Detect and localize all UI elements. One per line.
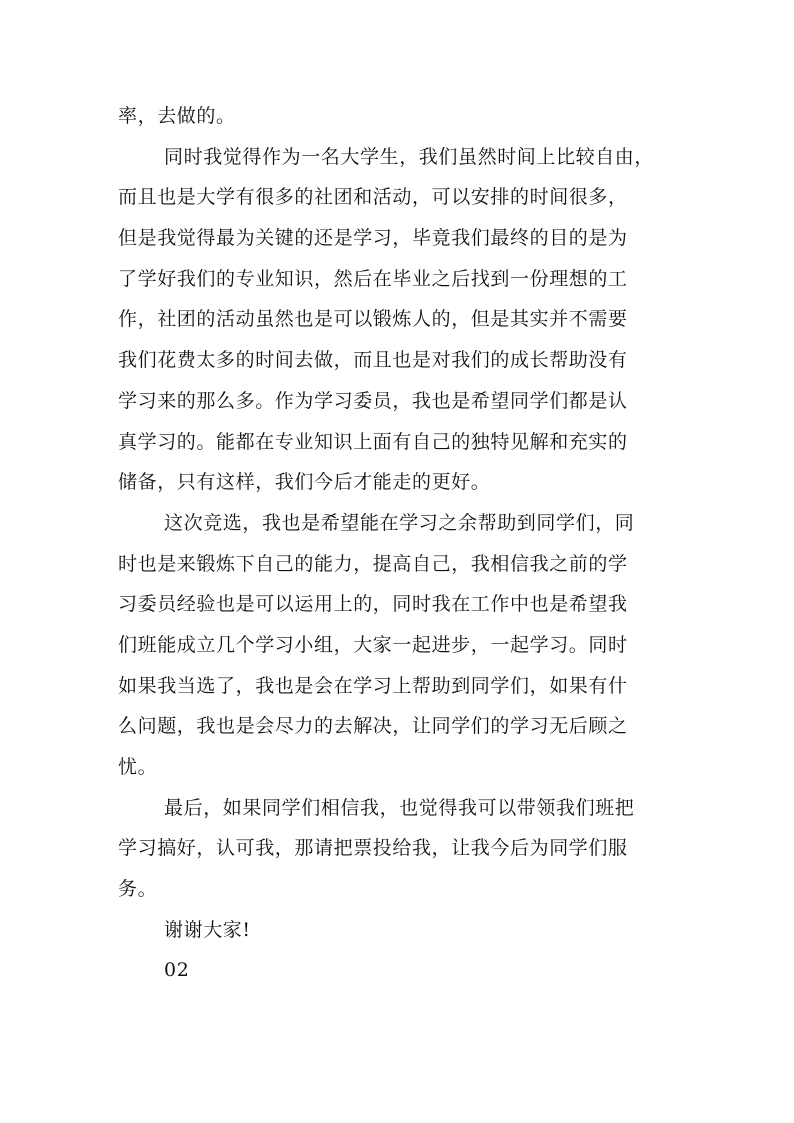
document-body xyxy=(118,96,688,991)
text-line: 学习来的那么多。作为学习委员，我也是希望同学们都是认 xyxy=(118,389,628,412)
closing-line: 谢谢大家! xyxy=(164,918,251,941)
text-line: 忧。 xyxy=(118,756,158,778)
text-line: 了学好我们的专业知识，然后在毕业之后找到一份理想的工 xyxy=(118,267,628,290)
text-line: 如果我当选了，我也是会在学习上帮助到同学们，如果有什 xyxy=(118,674,628,697)
text-line: 而且也是大学有很多的社团和活动，可以安排的时间很多， xyxy=(118,186,628,209)
text-line: 习委员经验也是可以运用上的，同时我在工作中也是希望我 xyxy=(118,593,628,616)
paragraph-start-line: 同时我觉得作为一名大学生，我们虽然时间上比较自由， xyxy=(164,145,655,168)
text-line: 作，社团的活动虽然也是可以锻炼人的，但是其实并不需要 xyxy=(118,308,628,331)
text-line: 储备，只有这样，我们今后才能走的更好。 xyxy=(118,471,491,494)
text-line: 们班能成立几个学习小组，大家一起进步，一起学习。同时 xyxy=(118,633,628,656)
section-number: 02 xyxy=(164,959,190,982)
paragraph-start-line: 最后，如果同学们相信我，也觉得我可以带领我们班把 xyxy=(164,796,635,819)
text-line: 务。 xyxy=(118,878,158,901)
text-line: 率，去做的。 xyxy=(118,105,236,127)
text-line: 时也是来锻炼下自己的能力，提高自己，我相信我之前的学 xyxy=(118,552,628,575)
text-line: 我们花费太多的时间去做，而且也是对我们的成长帮助没有 xyxy=(118,349,628,372)
text-line: 但是我觉得最为关键的还是学习，毕竟我们最终的目的是为 xyxy=(118,227,628,250)
text-line: 么问题，我也是会尽力的去解决，让同学们的学习无后顾之 xyxy=(118,715,628,738)
paragraph-start-line: 这次竞选，我也是希望能在学习之余帮助到同学们，同 xyxy=(164,511,635,534)
text-line: 学习搞好，认可我，那请把票投给我，让我今后为同学们服 xyxy=(118,837,628,860)
text-line: 真学习的。能都在专业知识上面有自己的独特见解和充实的 xyxy=(118,430,628,453)
